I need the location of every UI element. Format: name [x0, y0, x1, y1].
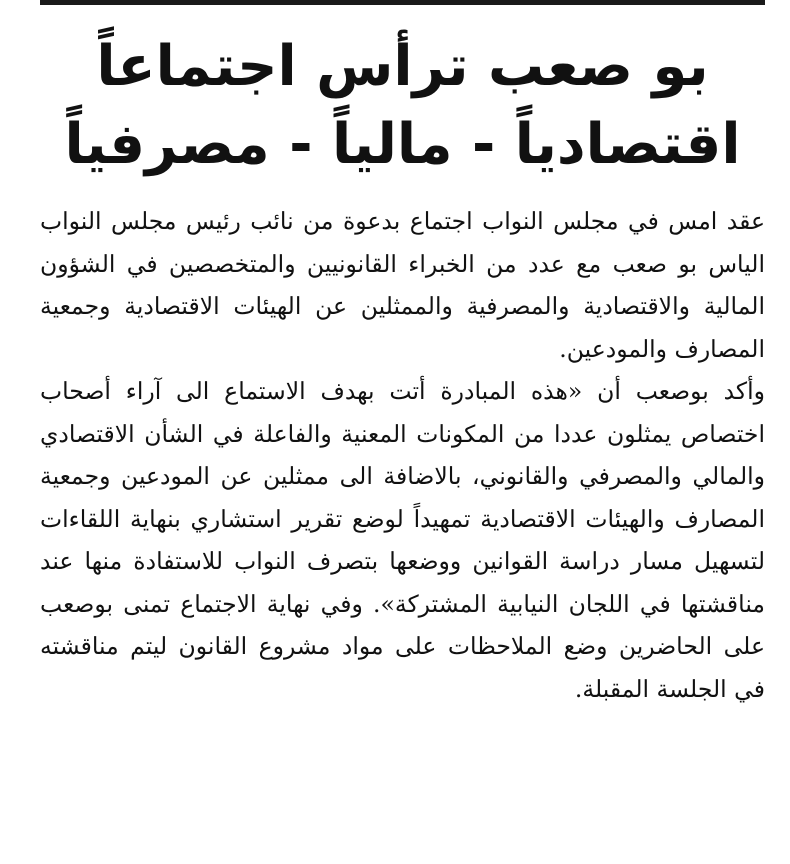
headline [40, 28, 765, 184]
top-rule [40, 0, 765, 5]
paragraph-1: عقد امس في مجلس النواب اجتماع بدعوة من نائب رئيس مجلس النواب الياس بو صعب مع عدد من الخبراء القانونيين والمتخصصين في الشؤون المالية والاقتصادية والمصرفية والممثلين عن الهيئات الاقتصادية وجمعية المصارف والمودعين. [40, 207, 765, 363]
article [40, 28, 765, 710]
article-body [40, 200, 765, 710]
paragraph-2: وأكد بوصعب أن «هذه المبادرة أتت بهدف الاستماع الى آراء أصحاب اختصاص يمثلون عددا من المكونات المعنية والفاعلة في الشأن الاقتصادي والمالي والمصرفي والقانوني، بالاضافة الى ممثلين عن المودعين وجمعية المصارف والهيئات الاقتصادية تمهيداً لوضع تقرير استشاري بنهاية اللقاءات لتسهيل مسار دراسة القوانين ووضعها بتصرف النواب للاستفادة منها عند مناقشتها في اللجان النيابية المشتركة». وفي نهاية الاجتماع تمنى بوصعب على الحاضرين وضع الملاحظات على مواد مشروع القانون ليتم مناقشته في الجلسة المقبلة. [40, 377, 765, 703]
headline-line-1: بو صعب ترأس اجتماعاً [96, 34, 709, 99]
headline-line-2: اقتصادياً - مالياً - مصرفياً [64, 112, 741, 177]
